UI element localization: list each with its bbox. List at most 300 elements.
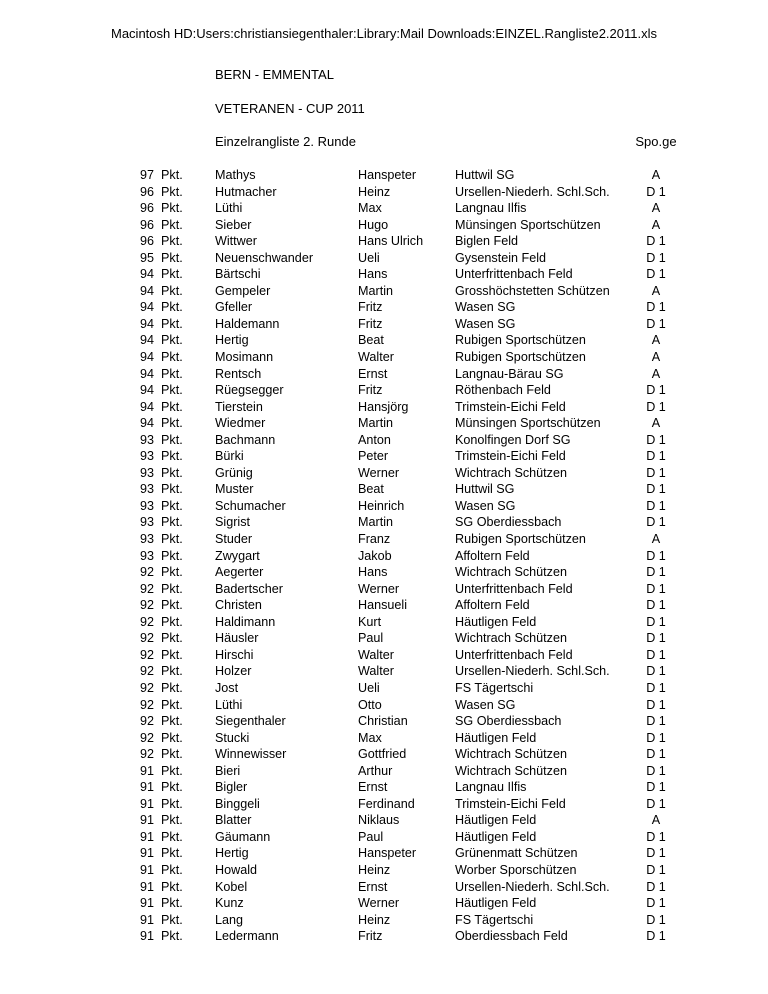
first-name-cell: Walter: [358, 647, 394, 662]
points-cell: 94: [139, 416, 154, 431]
points-cell: 96: [139, 217, 154, 232]
first-name-cell: Beat: [358, 482, 384, 497]
points-cell: 93: [139, 532, 154, 547]
last-name-cell: Bachmann: [215, 432, 276, 447]
ranking-row: [0, 713, 768, 730]
points-unit-cell: Pkt.: [161, 300, 183, 315]
category-cell: D 1: [646, 548, 666, 563]
ranking-row: [0, 812, 768, 829]
first-name-cell: Heinz: [358, 862, 391, 877]
category-cell: D 1: [646, 267, 666, 282]
last-name-cell: Haldimann: [215, 614, 276, 629]
points-cell: 94: [139, 350, 154, 365]
category-cell: D 1: [646, 449, 666, 464]
last-name-cell: Blatter: [215, 813, 252, 828]
last-name-cell: Tierstein: [215, 399, 263, 414]
first-name-cell: Fritz: [358, 316, 383, 331]
club-cell: Wichtrach Schützen: [455, 747, 567, 762]
first-name-cell: Werner: [358, 465, 400, 480]
last-name-cell: Badertscher: [215, 581, 283, 596]
first-name-cell: Ernst: [358, 879, 388, 894]
ranking-row: [0, 465, 768, 482]
points-unit-cell: Pkt.: [161, 482, 183, 497]
ranking-row: [0, 581, 768, 598]
category-cell: D 1: [646, 763, 666, 778]
ranking-row: [0, 481, 768, 498]
last-name-cell: Siegenthaler: [215, 714, 286, 729]
points-cell: 92: [139, 631, 154, 646]
first-name-cell: Anton: [358, 432, 391, 447]
ranking-row: [0, 200, 768, 217]
points-cell: 93: [139, 465, 154, 480]
last-name-cell: Häusler: [215, 631, 259, 646]
category-cell: D 1: [646, 829, 666, 844]
last-name-cell: Wiedmer: [215, 416, 266, 431]
club-cell: Rubigen Sportschützen: [455, 532, 586, 547]
category-cell: A: [651, 333, 661, 348]
ranking-row: [0, 746, 768, 763]
ranking-row: [0, 845, 768, 862]
points-unit-cell: Pkt.: [161, 730, 183, 745]
points-cell: 92: [139, 598, 154, 613]
category-cell: D 1: [646, 250, 666, 265]
points-unit-cell: Pkt.: [161, 664, 183, 679]
last-name-cell: Rentsch: [215, 366, 262, 381]
points-cell: 93: [139, 498, 154, 513]
points-cell: 91: [139, 796, 154, 811]
last-name-cell: Howald: [215, 862, 257, 877]
points-unit-cell: Pkt.: [161, 333, 183, 348]
points-unit-cell: Pkt.: [161, 647, 183, 662]
first-name-cell: Fritz: [358, 383, 383, 398]
club-cell: Wichtrach Schützen: [455, 465, 567, 480]
points-unit-cell: Pkt.: [161, 796, 183, 811]
last-name-cell: Sigrist: [215, 515, 250, 530]
points-cell: 92: [139, 697, 154, 712]
points-cell: 91: [139, 929, 154, 944]
points-cell: 93: [139, 515, 154, 530]
last-name-cell: Hutmacher: [215, 184, 277, 199]
first-name-cell: Heinrich: [358, 498, 405, 513]
club-cell: SG Oberdiessbach: [455, 714, 562, 729]
club-cell: Trimstein-Eichi Feld: [455, 399, 566, 414]
last-name-cell: Gempeler: [215, 283, 271, 298]
ranking-row: [0, 167, 768, 184]
category-cell: D 1: [646, 515, 666, 530]
points-cell: 94: [139, 283, 154, 298]
last-name-cell: Wittwer: [215, 234, 257, 249]
first-name-cell: Hans: [358, 267, 388, 282]
last-name-cell: Bürki: [215, 449, 244, 464]
ranking-row: [0, 763, 768, 780]
club-cell: Unterfrittenbach Feld: [455, 267, 573, 282]
club-cell: Wasen SG: [455, 498, 516, 513]
category-cell: D 1: [646, 465, 666, 480]
points-cell: 93: [139, 449, 154, 464]
points-unit-cell: Pkt.: [161, 846, 183, 861]
category-cell: A: [651, 283, 661, 298]
category-cell: D 1: [646, 846, 666, 861]
first-name-cell: Gottfried: [358, 747, 407, 762]
first-name-cell: Werner: [358, 896, 400, 911]
first-name-cell: Hansueli: [358, 598, 408, 613]
club-cell: SG Oberdiessbach: [455, 515, 562, 530]
sport-category-header: Spo.ge: [635, 134, 677, 149]
ranking-row: [0, 184, 768, 201]
points-unit-cell: Pkt.: [161, 598, 183, 613]
last-name-cell: Holzer: [215, 664, 252, 679]
ranking-row: [0, 531, 768, 548]
points-unit-cell: Pkt.: [161, 697, 183, 712]
category-cell: D 1: [646, 581, 666, 596]
points-cell: 94: [139, 316, 154, 331]
category-cell: D 1: [646, 780, 666, 795]
points-unit-cell: Pkt.: [161, 432, 183, 447]
first-name-cell: Jakob: [358, 548, 392, 563]
points-unit-cell: Pkt.: [161, 316, 183, 331]
category-cell: D 1: [646, 747, 666, 762]
points-unit-cell: Pkt.: [161, 912, 183, 927]
club-cell: Wichtrach Schützen: [455, 763, 567, 778]
points-unit-cell: Pkt.: [161, 201, 183, 216]
category-cell: D 1: [646, 614, 666, 629]
points-unit-cell: Pkt.: [161, 747, 183, 762]
category-cell: A: [651, 813, 661, 828]
club-cell: Rubigen Sportschützen: [455, 350, 586, 365]
points-unit-cell: Pkt.: [161, 548, 183, 563]
category-cell: D 1: [646, 664, 666, 679]
first-name-cell: Paul: [358, 631, 384, 646]
category-cell: D 1: [646, 879, 666, 894]
first-name-cell: Arthur: [358, 763, 393, 778]
points-unit-cell: Pkt.: [161, 929, 183, 944]
club-cell: Langnau Ilfis: [455, 780, 527, 795]
ranking-row: [0, 663, 768, 680]
points-unit-cell: Pkt.: [161, 465, 183, 480]
first-name-cell: Hugo: [358, 217, 389, 232]
first-name-cell: Fritz: [358, 300, 383, 315]
points-unit-cell: Pkt.: [161, 862, 183, 877]
first-name-cell: Ernst: [358, 780, 388, 795]
club-cell: Röthenbach Feld: [455, 383, 551, 398]
ranking-row: [0, 697, 768, 714]
cup-title: VETERANEN - CUP 2011: [215, 101, 365, 116]
category-cell: D 1: [646, 482, 666, 497]
last-name-cell: Schumacher: [215, 498, 286, 513]
points-unit-cell: Pkt.: [161, 879, 183, 894]
points-unit-cell: Pkt.: [161, 631, 183, 646]
first-name-cell: Franz: [358, 532, 391, 547]
points-unit-cell: Pkt.: [161, 366, 183, 381]
club-cell: Wasen SG: [455, 697, 516, 712]
club-cell: Langnau-Bärau SG: [455, 366, 564, 381]
ranking-row: [0, 233, 768, 250]
club-cell: Konolfingen Dorf SG: [455, 432, 571, 447]
category-cell: D 1: [646, 316, 666, 331]
points-cell: 92: [139, 565, 154, 580]
club-cell: Häutligen Feld: [455, 614, 537, 629]
last-name-cell: Sieber: [215, 217, 252, 232]
ranking-row: [0, 349, 768, 366]
club-cell: Wichtrach Schützen: [455, 631, 567, 646]
points-unit-cell: Pkt.: [161, 498, 183, 513]
ranking-row: [0, 266, 768, 283]
points-unit-cell: Pkt.: [161, 250, 183, 265]
points-cell: 95: [139, 250, 154, 265]
last-name-cell: Muster: [215, 482, 254, 497]
points-cell: 92: [139, 680, 154, 695]
category-cell: D 1: [646, 862, 666, 877]
last-name-cell: Jost: [215, 680, 239, 695]
last-name-cell: Binggeli: [215, 796, 260, 811]
points-unit-cell: Pkt.: [161, 829, 183, 844]
points-cell: 96: [139, 201, 154, 216]
points-cell: 94: [139, 366, 154, 381]
category-cell: A: [651, 217, 661, 232]
ranking-row: [0, 498, 768, 515]
ranking-row: [0, 928, 768, 945]
first-name-cell: Hansjörg: [358, 399, 409, 414]
last-name-cell: Hirschi: [215, 647, 254, 662]
club-cell: Ursellen-Niederh. Schl.Sch.: [455, 664, 610, 679]
points-cell: 92: [139, 714, 154, 729]
first-name-cell: Ueli: [358, 250, 380, 265]
category-cell: D 1: [646, 697, 666, 712]
ranking-row: [0, 614, 768, 631]
points-cell: 94: [139, 399, 154, 414]
ranking-row: [0, 779, 768, 796]
first-name-cell: Hans Ulrich: [358, 234, 424, 249]
points-unit-cell: Pkt.: [161, 780, 183, 795]
category-cell: D 1: [646, 680, 666, 695]
first-name-cell: Ueli: [358, 680, 380, 695]
ranking-row: [0, 796, 768, 813]
points-unit-cell: Pkt.: [161, 234, 183, 249]
club-cell: Huttwil SG: [455, 168, 515, 182]
points-cell: 94: [139, 267, 154, 282]
club-cell: Wasen SG: [455, 316, 516, 331]
category-cell: D 1: [646, 631, 666, 646]
category-cell: A: [651, 416, 661, 431]
first-name-cell: Max: [358, 201, 382, 216]
ranking-row: [0, 415, 768, 432]
points-cell: 93: [139, 482, 154, 497]
points-unit-cell: Pkt.: [161, 515, 183, 530]
ranking-row: [0, 316, 768, 333]
club-cell: Häutligen Feld: [455, 813, 537, 828]
points-cell: 94: [139, 383, 154, 398]
last-name-cell: Gäumann: [215, 829, 271, 844]
club-cell: Unterfrittenbach Feld: [455, 647, 573, 662]
ranking-row: [0, 730, 768, 747]
last-name-cell: Bärtschi: [215, 267, 261, 282]
last-name-cell: Lüthi: [215, 697, 243, 712]
points-cell: 92: [139, 664, 154, 679]
last-name-cell: Neuenschwander: [215, 250, 314, 265]
points-unit-cell: Pkt.: [161, 565, 183, 580]
category-cell: A: [651, 201, 661, 216]
ranking-row: [0, 597, 768, 614]
first-name-cell: Peter: [358, 449, 389, 464]
points-cell: 96: [139, 184, 154, 199]
first-name-cell: Walter: [358, 350, 394, 365]
round-title: Einzelrangliste 2. Runde: [215, 134, 356, 149]
first-name-cell: Werner: [358, 581, 400, 596]
club-cell: Worber Sporschützen: [455, 862, 577, 877]
ranking-row: [0, 366, 768, 383]
points-cell: 97: [139, 168, 154, 182]
club-cell: Unterfrittenbach Feld: [455, 581, 573, 596]
ranking-row: [0, 647, 768, 664]
first-name-cell: Ferdinand: [358, 796, 415, 811]
points-unit-cell: Pkt.: [161, 416, 183, 431]
category-cell: D 1: [646, 432, 666, 447]
points-cell: 93: [139, 548, 154, 563]
points-unit-cell: Pkt.: [161, 763, 183, 778]
points-cell: 94: [139, 300, 154, 315]
last-name-cell: Hertig: [215, 333, 249, 348]
last-name-cell: Winnewisser: [215, 747, 287, 762]
first-name-cell: Walter: [358, 664, 394, 679]
category-cell: D 1: [646, 912, 666, 927]
last-name-cell: Rüegsegger: [215, 383, 284, 398]
first-name-cell: Niklaus: [358, 813, 400, 828]
last-name-cell: Aegerter: [215, 565, 264, 580]
category-cell: D 1: [646, 796, 666, 811]
ranking-row: [0, 912, 768, 929]
category-cell: D 1: [646, 929, 666, 944]
first-name-cell: Martin: [358, 283, 393, 298]
club-cell: Wichtrach Schützen: [455, 565, 567, 580]
points-cell: 92: [139, 647, 154, 662]
last-name-cell: Kunz: [215, 896, 244, 911]
points-cell: 92: [139, 581, 154, 596]
ranking-row: [0, 432, 768, 449]
ranking-list: [0, 167, 768, 945]
points-unit-cell: Pkt.: [161, 267, 183, 282]
last-name-cell: Bieri: [215, 763, 241, 778]
first-name-cell: Hans: [358, 565, 388, 580]
club-cell: Oberdiessbach Feld: [455, 929, 568, 944]
club-cell: Rubigen Sportschützen: [455, 333, 586, 348]
last-name-cell: Ledermann: [215, 929, 279, 944]
category-cell: D 1: [646, 896, 666, 911]
club-cell: Huttwil SG: [455, 482, 515, 497]
club-cell: Gysenstein Feld: [455, 250, 546, 265]
first-name-cell: Beat: [358, 333, 384, 348]
points-unit-cell: Pkt.: [161, 614, 183, 629]
last-name-cell: Studer: [215, 532, 253, 547]
last-name-cell: Gfeller: [215, 300, 253, 315]
points-cell: 91: [139, 912, 154, 927]
last-name-cell: Stucki: [215, 730, 250, 745]
points-unit-cell: Pkt.: [161, 680, 183, 695]
points-unit-cell: Pkt.: [161, 217, 183, 232]
points-cell: 91: [139, 896, 154, 911]
first-name-cell: Martin: [358, 515, 393, 530]
club-cell: FS Tägertschi: [455, 912, 534, 927]
club-cell: Trimstein-Eichi Feld: [455, 796, 566, 811]
points-cell: 91: [139, 879, 154, 894]
ranking-row: [0, 448, 768, 465]
ranking-row: [0, 829, 768, 846]
ranking-row: [0, 862, 768, 879]
club-cell: Häutligen Feld: [455, 829, 537, 844]
points-unit-cell: Pkt.: [161, 581, 183, 596]
last-name-cell: Hertig: [215, 846, 249, 861]
last-name-cell: Zwygart: [215, 548, 260, 563]
points-cell: 91: [139, 829, 154, 844]
first-name-cell: Heinz: [358, 184, 391, 199]
last-name-cell: Kobel: [215, 879, 248, 894]
club-cell: Biglen Feld: [455, 234, 519, 249]
ranking-row: [0, 630, 768, 647]
ranking-row: [0, 283, 768, 300]
ranking-row: [0, 548, 768, 565]
last-name-cell: Bigler: [215, 780, 248, 795]
points-cell: 92: [139, 614, 154, 629]
last-name-cell: Mosimann: [215, 350, 274, 365]
points-unit-cell: Pkt.: [161, 350, 183, 365]
points-unit-cell: Pkt.: [161, 813, 183, 828]
category-cell: A: [651, 168, 661, 182]
club-cell: Ursellen-Niederh. Schl.Sch.: [455, 184, 610, 199]
club-cell: Grosshöchstetten Schützen: [455, 283, 610, 298]
club-cell: Grünenmatt Schützen: [455, 846, 578, 861]
category-cell: D 1: [646, 730, 666, 745]
first-name-cell: Hanspeter: [358, 846, 417, 861]
points-unit-cell: Pkt.: [161, 168, 183, 182]
first-name-cell: Kurt: [358, 614, 382, 629]
last-name-cell: Haldemann: [215, 316, 280, 331]
category-cell: D 1: [646, 184, 666, 199]
club-cell: Affoltern Feld: [455, 548, 530, 563]
first-name-cell: Ernst: [358, 366, 388, 381]
club-cell: Münsingen Sportschützen: [455, 217, 601, 232]
category-cell: D 1: [646, 383, 666, 398]
ranking-row: [0, 299, 768, 316]
first-name-cell: Martin: [358, 416, 393, 431]
points-cell: 91: [139, 763, 154, 778]
category-cell: A: [651, 366, 661, 381]
ranking-row: [0, 250, 768, 267]
first-name-cell: Hanspeter: [358, 168, 417, 182]
ranking-row: [0, 680, 768, 697]
ranking-row: [0, 895, 768, 912]
points-unit-cell: Pkt.: [161, 532, 183, 547]
last-name-cell: Christen: [215, 598, 262, 613]
club-cell: Trimstein-Eichi Feld: [455, 449, 566, 464]
first-name-cell: Otto: [358, 697, 382, 712]
last-name-cell: Grünig: [215, 465, 253, 480]
points-cell: 92: [139, 730, 154, 745]
category-cell: A: [651, 350, 661, 365]
club-cell: Affoltern Feld: [455, 598, 530, 613]
club-cell: Münsingen Sportschützen: [455, 416, 601, 431]
ranking-row: [0, 217, 768, 234]
points-cell: 91: [139, 780, 154, 795]
points-cell: 91: [139, 862, 154, 877]
first-name-cell: Heinz: [358, 912, 391, 927]
first-name-cell: Christian: [358, 714, 408, 729]
first-name-cell: Paul: [358, 829, 384, 844]
ranking-row: [0, 399, 768, 416]
points-cell: 96: [139, 234, 154, 249]
points-cell: 91: [139, 846, 154, 861]
ranking-row: [0, 514, 768, 531]
category-cell: A: [651, 532, 661, 547]
points-unit-cell: Pkt.: [161, 283, 183, 298]
